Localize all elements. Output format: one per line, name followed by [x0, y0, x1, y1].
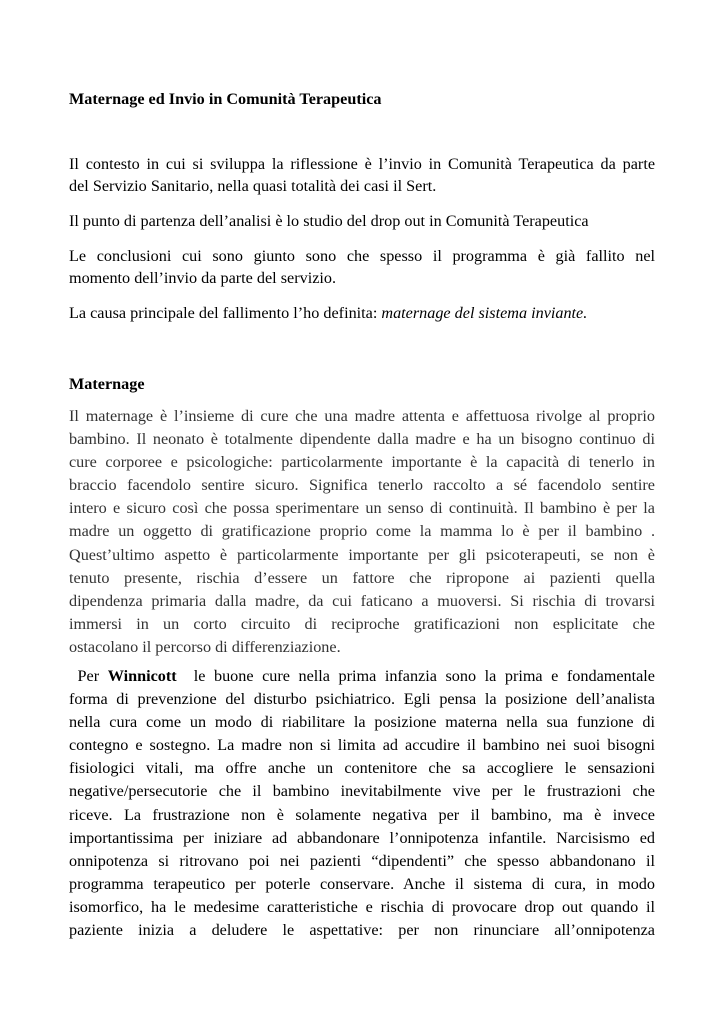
- para2-line: negative/persecutorie che il bambino inevitabilmente vive per le frustrazioni che: [69, 782, 655, 801]
- para2-line: contegno e sostegno. La madre non si limita ad accudire il bambino nei suoi bisogni: [69, 736, 655, 755]
- intro-paragraph-1: [69, 153, 655, 197]
- para2-prefix: Per: [69, 667, 108, 685]
- document-title: Maternage ed Invio in Comunità Terapeutica: [69, 90, 382, 108]
- section-heading-maternage: Maternage: [69, 375, 145, 393]
- para2-line: programma terapeutico per poterle conservare. Anche il sistema di cura, in modo: [69, 874, 655, 893]
- intro-paragraph-3: [69, 245, 655, 289]
- para1-line: braccio facendolo sentire sicuro. Significa tenerlo raccolto a sé facendolo sentire: [69, 476, 655, 495]
- para1-line: immersi in un corto circuito di reciproche gratificazioni non esplicitate che: [69, 614, 655, 633]
- intro-paragraph-4: [69, 302, 655, 324]
- intro-p1-line-1: Il contesto in cui si sviluppa la riflessione è l’invio in Comunità Terapeutica da parte: [69, 155, 655, 173]
- winnicott-name: Winnicott: [107, 667, 177, 685]
- intro-p1-line-2: del Servizio Sanitario, nella quasi totalità dei casi il Sert.: [69, 177, 437, 195]
- intro-paragraph-2: Il punto di partenza dell’analisi è lo studio del drop out in Comunità Terapeutica: [69, 212, 589, 230]
- para1-line: tenuto presente, rischia d’essere un fattore che ripropone ai pazienti quella: [69, 568, 655, 587]
- para1-line: intero e sicuro così che possa sperimentare un senso di continuità. Il bambino è per la: [69, 499, 655, 518]
- para1-line: cure corporee e psicologiche: particolarmente importante è la capacità di tenerlo in: [69, 453, 655, 472]
- para1-line: ostacolano il percorso di differenziazione.: [69, 637, 341, 656]
- para1-line: madre un oggetto di gratificazione proprio come la mamma lo è per il bambino .: [69, 522, 655, 541]
- intro-p3-line-2: momento dell’invio da parte del servizio.: [69, 269, 337, 287]
- para2-line-1: [69, 665, 655, 688]
- intro-p4-text: La causa principale del fallimento l’ho definita:: [69, 304, 382, 322]
- para2-line: importantissima per iniziare ad abbandonare l’onnipotenza infantile. Narcisismo ed: [69, 828, 655, 847]
- para2-line: paziente inizia a deludere le aspettative: per non rinunciare all’onnipotenza: [69, 921, 655, 940]
- para2-line: nella cura come un modo di riabilitare la posizione materna nella sua funzione di: [69, 713, 655, 732]
- para2-line: riceve. La frustrazione non è solamente negativa per il bambino, ma è invece: [69, 805, 655, 824]
- para2-line: fisiologici vitali, ma offre anche un contenitore che sa accogliere le sensazioni: [69, 759, 655, 778]
- maternage-paragraph-1: [69, 405, 655, 659]
- para1-line: bambino. Il neonato è totalmente dipendente dalla madre e ha un bisogno continuo di: [69, 430, 655, 449]
- para2-rest: le buone cure nella prima infanzia sono la prima e fondamentale: [176, 667, 655, 685]
- intro-p4-italic: maternage del sistema inviante.: [381, 304, 588, 322]
- maternage-paragraph-2: [69, 665, 655, 942]
- para1-line: Il maternage è l’insieme di cure che una madre attenta e affettuosa rivolge al proprio: [69, 407, 655, 425]
- para2-line: isomorfico, ha le medesime caratteristiche e rischia di provocare drop out quando il: [69, 897, 655, 916]
- intro-p3-line-1: Le conclusioni cui sono giunto sono che spesso il programma è già fallito nel: [69, 247, 655, 265]
- para2-line: forma di prevenzione del disturbo psichiatrico. Egli pensa la posizione dell’analista: [69, 690, 655, 709]
- para1-line: dipendenza primaria dalla madre, da cui faticano a muoversi. Si rischia di trovarsi: [69, 591, 655, 610]
- para1-line: Quest’ultimo aspetto è particolarmente importante per gli psicoterapeuti, se non è: [69, 545, 655, 564]
- para2-line: onnipotenza si ritrovano poi nei pazienti “dipendenti” che spesso abbandonano il: [69, 851, 655, 870]
